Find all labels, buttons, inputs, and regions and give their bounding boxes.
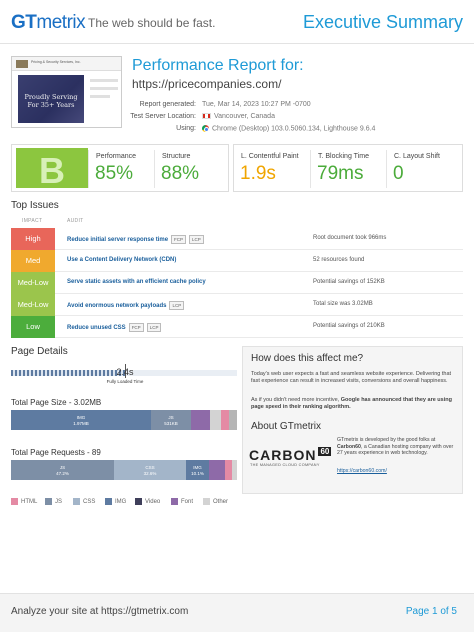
segment-label: IMG xyxy=(193,465,202,470)
issue-row[interactable] xyxy=(11,316,463,338)
legend-swatch xyxy=(203,498,210,505)
carbon60-logo xyxy=(249,447,331,463)
audit-name[interactable] xyxy=(67,235,204,244)
audit-result: Root document took 966ms xyxy=(313,235,387,241)
legend-swatch xyxy=(45,498,52,505)
segment-value: 32.6% xyxy=(143,471,157,476)
about-bold: Carbon60 xyxy=(337,443,361,450)
structure-label: Structure xyxy=(162,153,191,160)
page-requests-bar xyxy=(11,460,237,480)
carbon-num: 60 xyxy=(320,447,330,456)
affect-title: How does this affect me? xyxy=(251,353,364,364)
logo-gt: GT xyxy=(11,12,37,33)
screenshot-sidebar-line xyxy=(90,95,110,98)
footer-analyze-link[interactable]: Analyze your site at https://gtmetrix.com xyxy=(11,606,189,617)
location-label: Test Server Location: xyxy=(130,113,196,120)
metric-tag: LCP xyxy=(169,301,184,310)
legend-label: Font xyxy=(181,499,194,506)
location-value: Vancouver, Canada xyxy=(214,113,275,120)
impact-badge: Med xyxy=(11,250,55,272)
report-generated-value: Tue, Mar 14, 2023 10:27 PM -0700 xyxy=(202,101,311,108)
legend-item xyxy=(135,498,160,505)
audit-result: 52 resources found xyxy=(313,257,365,263)
segment-label: IMG xyxy=(76,415,86,420)
lcp-value: 1.9s xyxy=(240,163,276,184)
impact-badge: Low xyxy=(11,316,55,338)
about-title: About GTmetrix xyxy=(251,421,322,432)
logo-metrix: metrix xyxy=(36,12,86,33)
legend-label: Other xyxy=(213,499,229,506)
affect-p2-text: As if you didn't need more incentive, xyxy=(251,397,341,403)
using-value: Chrome (Desktop) 103.0.5060.134, Lighthouse 9.6.4 xyxy=(212,125,376,133)
impact-badge: Med-Low xyxy=(11,272,55,294)
metric-tag: FCP xyxy=(171,235,186,244)
segment-label: JS xyxy=(59,465,66,470)
affect-panel xyxy=(242,346,463,494)
segment-label: CSS xyxy=(145,465,155,470)
metric-tag: LCP xyxy=(189,235,204,244)
legend-item xyxy=(171,498,193,505)
bar-segment xyxy=(11,410,151,430)
issue-row[interactable] xyxy=(11,228,463,250)
segment-value: 531KB xyxy=(164,421,178,426)
cls-label: C. Layout Shift xyxy=(394,153,440,160)
bar-segment xyxy=(186,460,209,480)
legend-label: IMG xyxy=(115,499,127,506)
canada-flag-icon xyxy=(202,113,211,119)
legend-swatch xyxy=(105,498,112,505)
bar-segment xyxy=(11,460,114,480)
report-title: Performance Report for: xyxy=(132,57,304,74)
lcp-label: L. Contentful Paint xyxy=(241,153,299,160)
audit-name[interactable] xyxy=(67,279,206,285)
structure-value: 88% xyxy=(161,163,200,184)
legend-swatch xyxy=(11,498,18,505)
audit-name[interactable] xyxy=(67,323,161,332)
about-post: , a Canadian hosting company with over 27 years experience in web technology. xyxy=(337,443,454,456)
about-pre: GTmetrix is developed by the good folks at xyxy=(337,437,436,443)
carbon60-tagline: THE MANAGED CLOUD COMPANY xyxy=(250,463,320,467)
legend-item xyxy=(73,498,95,505)
legend-label: JS xyxy=(55,499,63,506)
bar-segment xyxy=(229,410,237,430)
fully-loaded-label: Fully Loaded Time xyxy=(106,379,144,384)
cls-value: 0 xyxy=(393,163,404,184)
affect-paragraph-1: Today's web user expects a fast and seamless website experience. Delivering that fast experience can result in increased visits, conversions and overall happiness. xyxy=(251,371,452,384)
segment-label: JS xyxy=(168,415,174,420)
bar-segment xyxy=(191,410,210,430)
test-server-location xyxy=(110,113,440,120)
audit-name[interactable] xyxy=(67,257,176,263)
bar-segment xyxy=(225,460,232,480)
issue-row[interactable] xyxy=(11,272,463,294)
bar-segment xyxy=(232,460,237,480)
affect-p2-bold: Google has announced that they are using page speed in their ranking algorithm. xyxy=(251,397,452,410)
header xyxy=(0,0,474,44)
legend-item xyxy=(203,498,228,505)
gtmetrix-grade-panel xyxy=(11,144,229,192)
screenshot-hero-text: Proudly Serving For 35+ Years xyxy=(24,93,78,109)
grade-letter: B xyxy=(39,150,65,191)
carbon-name: CARBON xyxy=(249,447,317,463)
segment-value: 1.97MB xyxy=(73,421,89,426)
gtmetrix-logo[interactable] xyxy=(11,12,85,34)
audit-name[interactable] xyxy=(67,301,184,310)
report-generated xyxy=(110,101,440,108)
grade-badge xyxy=(16,148,88,191)
performance-score xyxy=(88,150,154,188)
audit-result: Potential savings of 152KB xyxy=(313,279,385,285)
audit-label: Reduce unused CSS xyxy=(67,325,126,332)
tbt-label: T. Blocking Time xyxy=(318,153,369,160)
impact-badge: Med-Low xyxy=(11,294,55,316)
impact-column-header: IMPACT xyxy=(22,218,43,224)
page-size-title: Total Page Size - 3.02MB xyxy=(11,398,102,407)
structure-score xyxy=(154,150,226,188)
performance-value: 85% xyxy=(95,163,134,184)
timeline-remainder xyxy=(126,370,237,376)
metric-tag: LCP xyxy=(147,323,162,332)
impact-badge: High xyxy=(11,228,55,250)
audit-label: Serve static assets with an efficient cache policy xyxy=(67,279,206,285)
page-requests-title: Total Page Requests - 89 xyxy=(11,448,101,457)
top-issues-title: Top Issues xyxy=(11,200,59,211)
legend-label: Video xyxy=(145,499,161,506)
screenshot-navbar xyxy=(12,57,121,71)
bar-segment xyxy=(210,410,221,430)
resource-legend xyxy=(11,498,237,508)
screenshot-sidebar-line xyxy=(90,87,118,90)
chrome-icon xyxy=(202,125,209,132)
lcp-metric xyxy=(234,150,310,188)
tagline: The web should be fast. xyxy=(88,16,216,30)
legend-swatch xyxy=(73,498,80,505)
using-label: Using: xyxy=(176,125,196,133)
fully-loaded-value: 2.4s xyxy=(116,367,134,377)
metric-tag: FCP xyxy=(129,323,144,332)
performance-label: Performance xyxy=(96,153,137,160)
report-url[interactable]: https://pricecompanies.com/ xyxy=(132,77,282,91)
tbt-value: 79ms xyxy=(317,163,364,184)
issue-row[interactable] xyxy=(11,250,463,272)
screenshot-site-name: Pricing & Security Services, Inc. xyxy=(31,60,81,64)
legend-swatch xyxy=(171,498,178,505)
site-screenshot xyxy=(11,56,122,128)
legend-item xyxy=(11,498,37,505)
audit-result: Potential savings of 210KB xyxy=(313,323,385,329)
audit-column-header: AUDIT xyxy=(67,218,84,224)
affect-paragraph-2 xyxy=(251,397,457,411)
page-title: Executive Summary xyxy=(302,12,463,32)
audit-label: Reduce initial server response time xyxy=(67,237,169,244)
audit-label: Use a Content Delivery Network (CDN) xyxy=(67,257,177,263)
segment-value: 47.2% xyxy=(56,471,69,476)
page-size-bar xyxy=(11,410,237,430)
bar-segment xyxy=(221,410,229,430)
tbt-metric xyxy=(310,150,386,188)
legend-label: CSS xyxy=(83,499,96,506)
bar-segment xyxy=(209,460,225,480)
cls-metric xyxy=(386,150,462,188)
legend-item xyxy=(45,498,62,505)
bar-segment xyxy=(114,460,186,480)
report-generated-label: Report generated: xyxy=(139,101,196,108)
site-logo-icon xyxy=(16,60,28,68)
screenshot-sidebar-line xyxy=(90,79,118,82)
legend-label: HTML xyxy=(21,499,38,506)
using-browser xyxy=(110,125,440,132)
legend-item xyxy=(105,498,126,505)
bar-segment xyxy=(151,410,191,430)
audit-label: Avoid enormous network payloads xyxy=(67,303,167,310)
audit-result: Total size was 3.02MB xyxy=(313,301,373,307)
page-number: Page 1 of 5 xyxy=(405,606,457,617)
segment-value: 10.1% xyxy=(191,471,204,476)
carbon60-link[interactable]: https://carbon60.com/ xyxy=(337,468,387,474)
footer xyxy=(0,593,474,632)
issue-row[interactable] xyxy=(11,294,463,316)
about-paragraph xyxy=(337,437,457,457)
top-issues-table xyxy=(11,228,463,338)
legend-swatch xyxy=(135,498,142,505)
web-vitals-panel xyxy=(233,144,463,192)
page-details-title: Page Details xyxy=(11,346,68,357)
